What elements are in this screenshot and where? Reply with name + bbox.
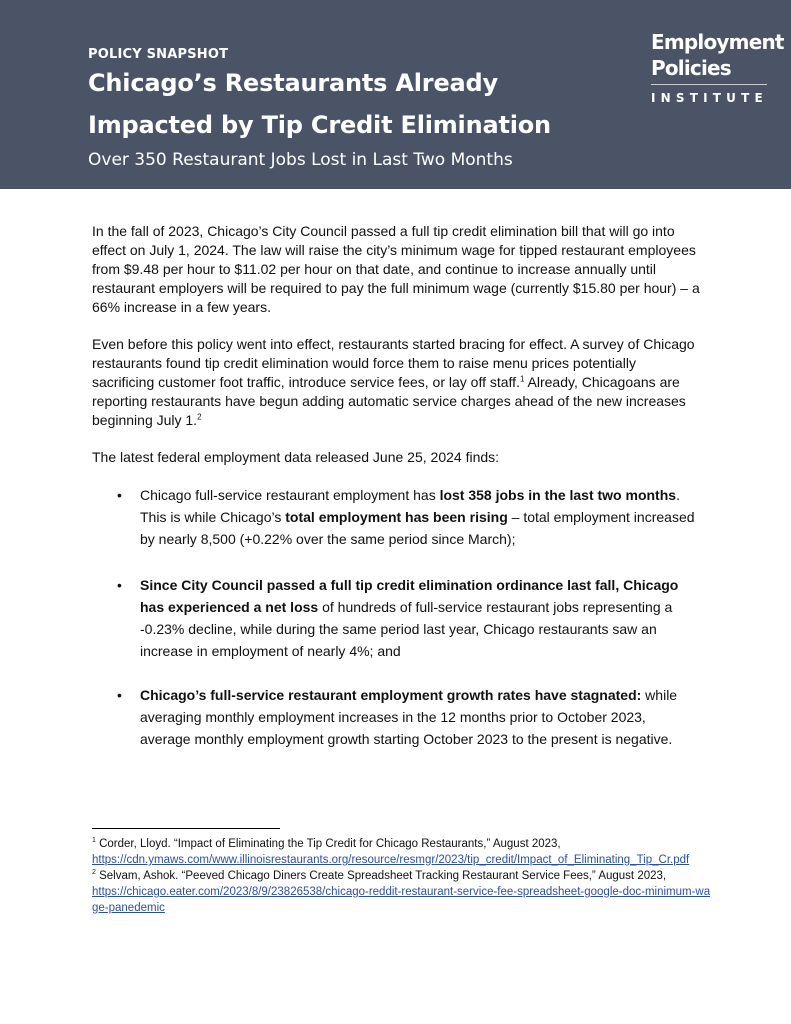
bullet-text: – total employment increased by nearly 8,500 (+0.22% over the same period since March); <box>140 509 695 547</box>
header-banner <box>0 0 791 189</box>
logo-line-institute: INSTITUTE <box>651 91 768 105</box>
footnotes <box>92 836 712 916</box>
footnote-citation: Selvam, Ashok. “Peeved Chicago Diners Create Spreadsheet Tracking Restaurant Service Fees,” August 2023, <box>95 870 667 882</box>
logo-line-policies: Policies <box>651 56 731 80</box>
bullet-glyph: • <box>117 687 122 703</box>
footnote-2-link[interactable]: https://chicago.eater.com/2023/8/9/23826538/chicago-reddit-restaurant-service-fee-spreadsheet-google-doc-minimum-wage-panedemic <box>92 886 711 914</box>
footnote-ref-2[interactable]: 2 <box>197 412 202 422</box>
body-text <box>92 222 700 485</box>
bullet-text: while averaging monthly employment increases in the 12 months prior to October 2023, average monthly employment growth starting October 2023 to the present is negative. <box>140 687 678 747</box>
paragraph-intro: In the fall of 2023, Chicago’s City Council passed a full tip credit elimination bill that will go into effect on July 1, 2024. The law will raise the city’s minimum wage for tipped restaurant employees from $9.48 per hour to $11.02 per hour on that date, and continue to increase annually until restaurant employers will be required to pay the full minimum wage (currently $15.80 per hour) – a 66% increase in a few years. <box>92 223 700 315</box>
bullet-glyph: • <box>117 577 122 593</box>
footnote-citation: Corder, Lloyd. “Impact of Eliminating the Tip Credit for Chicago Restaurants,” August 2023, <box>95 838 561 850</box>
bullet-glyph: • <box>117 487 122 503</box>
bullet-text: . This is while Chicago’s <box>140 487 680 525</box>
footnote-2 <box>92 868 712 916</box>
bullet-text: of hundreds of full-service restaurant jobs representing a -0.23% decline, while during the same period last year, Chicago restaurants saw an increase in employment of nearly 4%; and <box>140 599 673 659</box>
logo-divider <box>651 84 767 85</box>
page-title: Chicago’s Restaurants Already Impacted by Tip Credit Elimination <box>88 69 551 139</box>
paragraph-survey-text-a: Even before this policy went into effect, restaurants started bracing for effect. A survey of Chicago restaurants found tip credit elimination would force them to raise menu prices potentially sacrificing customer foot traffic, introduce service fees, or lay off staff. <box>92 336 695 390</box>
footnote-divider <box>92 828 280 829</box>
findings-list <box>117 484 697 750</box>
list-item <box>117 684 697 750</box>
bullet-bold-text: total employment has been rising <box>285 509 508 525</box>
bullet-bold-text: Since City Council passed a full tip credit elimination ordinance last fall, Chicago has experienced a net loss <box>140 577 679 615</box>
epi-logo <box>651 29 784 105</box>
footnote-1-link[interactable]: https://cdn.ymaws.com/www.illinoisrestaurants.org/resource/resmgr/2023/tip_credit/Impact_of_Eliminating_Tip_Cr.pdf <box>92 854 690 866</box>
paragraph-survey-text-b: Already, Chicagoans are reporting restaurants have begun adding automatic service charges ahead of the new increases beginning July 1. <box>92 374 686 428</box>
footnote-number: 1 <box>92 837 96 845</box>
list-item <box>117 574 697 684</box>
list-item <box>117 484 697 574</box>
bullet-bold-text: Chicago’s full-service restaurant employment growth rates have stagnated: <box>140 687 642 703</box>
logo-line-employment: Employment <box>651 30 784 54</box>
bullet-text: Chicago full-service restaurant employment has <box>140 487 440 503</box>
paragraph-survey <box>92 335 700 430</box>
paragraph-findings-intro: The latest federal employment data released June 25, 2024 finds: <box>92 449 500 465</box>
footnote-1 <box>92 836 712 868</box>
page-subtitle: Over 350 Restaurant Jobs Lost in Last Two Months <box>88 150 513 170</box>
bullet-bold-text: lost 358 jobs in the last two months <box>439 487 677 503</box>
footnote-number: 2 <box>92 869 96 877</box>
policy-snapshot-label: POLICY SNAPSHOT <box>88 47 229 62</box>
footnote-ref-1[interactable]: 1 <box>519 374 525 384</box>
